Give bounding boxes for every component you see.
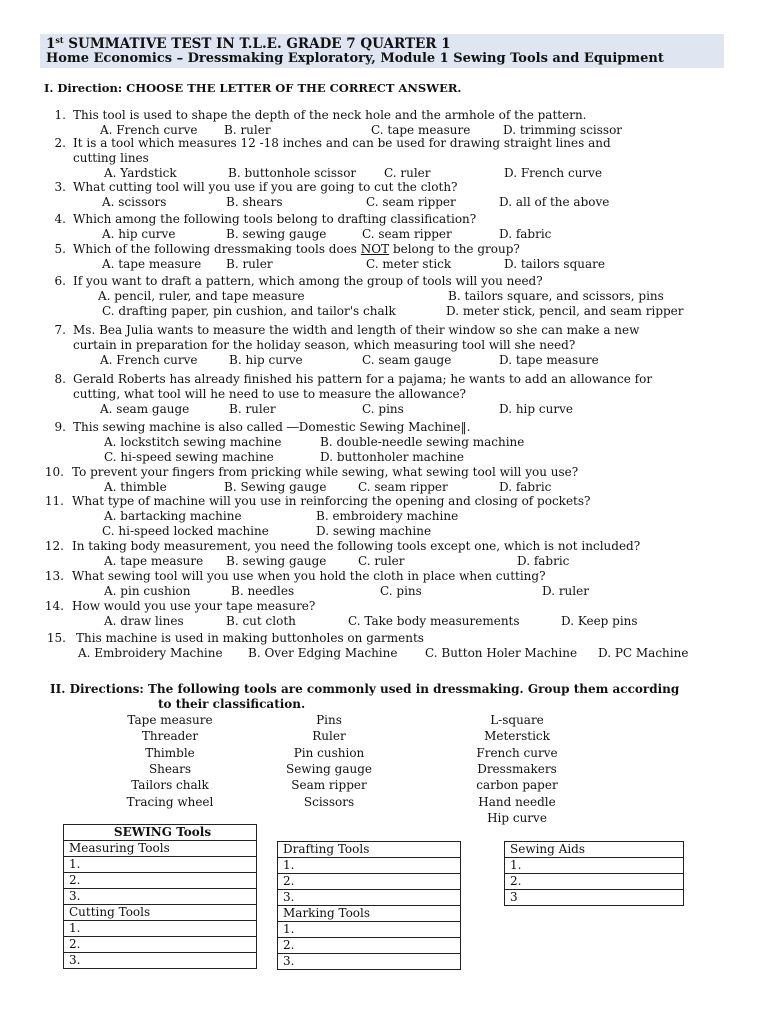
answer-choice[interactable]: B. shears — [226, 195, 283, 209]
question-text: cutting lines — [73, 151, 149, 165]
tool-name: Threader — [141, 729, 199, 744]
tool-name: Meterstick — [484, 729, 550, 744]
question-text: This machine is used in making buttonholes on garments — [76, 631, 424, 645]
answer-choice[interactable]: B. Over Edging Machine — [248, 646, 398, 660]
answer-blank[interactable]: 3. — [64, 953, 257, 969]
sewing-tools-table — [63, 824, 257, 969]
tool-name: Pins — [316, 713, 342, 727]
answer-choice[interactable]: C. ruler — [358, 554, 405, 568]
answer-choice[interactable]: D. meter stick, pencil, and seam ripper — [446, 304, 684, 318]
answer-choice[interactable]: C. Take body measurements — [348, 614, 520, 628]
marking-tools-title: Marking Tools — [278, 906, 461, 922]
question-text: This tool is used to shape the depth of the neck hole and the armhole of the pattern. — [73, 108, 587, 122]
tool-name: Seam ripper — [291, 778, 367, 793]
answer-choice[interactable]: A. draw lines — [104, 614, 184, 628]
answer-blank[interactable]: 3. — [278, 890, 461, 906]
question-number: 4. — [54, 212, 66, 226]
answer-choice[interactable]: C. hi-speed sewing machine — [104, 450, 274, 464]
answer-blank[interactable]: 1. — [278, 922, 461, 938]
answer-choice[interactable]: C. pins — [380, 584, 422, 598]
answer-choice[interactable]: C. ruler — [384, 166, 431, 180]
answer-choice[interactable]: D. fabric — [499, 480, 552, 494]
answer-choice[interactable]: A. lockstitch sewing machine — [104, 435, 282, 449]
question-number: 8. — [54, 372, 66, 386]
question-number: 15. — [46, 631, 66, 645]
tool-name: Tracing wheel — [126, 794, 214, 809]
answer-choice[interactable]: A. bartacking machine — [104, 509, 242, 523]
tool-name: Shears — [148, 761, 192, 776]
answer-choice[interactable]: A. pin cushion — [104, 584, 191, 598]
answer-choice[interactable]: B. embroidery machine — [316, 509, 459, 523]
tool-name: Tape measure — [127, 713, 213, 727]
question-text: Gerald Roberts has already finished his pattern for a pajama; he wants to add an allowance for — [73, 372, 653, 386]
answer-choice[interactable]: D. French curve — [504, 166, 603, 180]
question-text: To prevent your fingers from pricking while sewing, what sewing tool will you use? — [72, 465, 579, 479]
sewing-aids-title: Sewing Aids — [505, 842, 684, 858]
question-text: What type of machine will you use in reinforcing the opening and closing of pockets? — [72, 494, 591, 508]
question-number: 10. — [44, 465, 64, 479]
answer-choice[interactable]: C. Button Holer Machine — [425, 646, 578, 660]
tool-name: Tailors chalk — [131, 778, 209, 793]
answer-choice[interactable]: A. seam gauge — [100, 402, 190, 416]
question-text: Which among the following tools belong to drafting classification? — [73, 212, 477, 226]
answer-blank[interactable]: 2. — [505, 874, 684, 890]
sewing-tools-title: SEWING Tools — [64, 825, 257, 841]
question-text: If you want to draft a pattern, which among the group of tools will you need? — [73, 274, 543, 288]
question-text: curtain in preparation for the holiday season, which measuring tool will she need? — [73, 338, 576, 352]
answer-blank[interactable]: 1. — [64, 857, 257, 873]
answer-choice[interactable]: C. meter stick — [366, 257, 452, 271]
answer-choice[interactable]: A. Yardstick — [104, 166, 177, 180]
answer-choice[interactable]: A. tape measure — [102, 257, 202, 271]
tool-name: Hand needle — [478, 794, 556, 809]
answer-blank[interactable]: 3. — [64, 889, 257, 905]
answer-choice[interactable]: A. Embroidery Machine — [78, 646, 223, 660]
answer-choice[interactable]: B. tailors square, and scissors, pins — [448, 289, 664, 303]
answer-choice[interactable]: D. tape measure — [499, 353, 599, 367]
question-text: In taking body measurement, you need the following tools except one, which is not included? — [72, 539, 641, 553]
test-header — [40, 34, 724, 68]
answer-choice[interactable]: B. ruler — [224, 123, 271, 137]
answer-blank[interactable]: 2. — [64, 937, 257, 953]
answer-blank[interactable]: 2. — [64, 873, 257, 889]
answer-choice[interactable]: B. ruler — [229, 402, 276, 416]
question-text: What cutting tool will you use if you are going to cut the cloth? — [73, 180, 458, 194]
answer-choice[interactable]: B. needles — [231, 584, 295, 598]
tool-name: Thimble — [145, 745, 195, 760]
answer-choice[interactable]: D. PC Machine — [598, 646, 689, 660]
question-number: 7. — [54, 323, 66, 337]
part1-direction: I. Direction: CHOOSE THE LETTER OF THE CORRECT ANSWER. — [44, 81, 462, 95]
tool-name: Sewing gauge — [285, 761, 372, 776]
answer-blank[interactable]: 2. — [278, 938, 461, 954]
answer-choice[interactable]: C. seam ripper — [366, 195, 456, 209]
answer-choice[interactable]: C. pins — [362, 402, 404, 416]
answer-choice[interactable]: B. sewing gauge — [226, 554, 327, 568]
answer-choice[interactable]: B. buttonhole scissor — [228, 166, 357, 180]
tool-name: carbon paper — [476, 778, 558, 793]
answer-choice[interactable]: B. double-needle sewing machine — [320, 435, 525, 449]
question-number: 11. — [44, 494, 64, 508]
answer-choice[interactable]: D. tailors square — [504, 257, 605, 271]
answer-blank[interactable]: 3 — [505, 890, 684, 906]
answer-choice[interactable]: B. hip curve — [229, 353, 303, 367]
question-number: 3. — [54, 180, 66, 194]
answer-choice[interactable]: D. ruler — [542, 584, 589, 598]
question-number: 12. — [44, 539, 64, 553]
answer-blank[interactable]: 1. — [505, 858, 684, 874]
part2-direction: II. Directions: The following tools are commonly used in dressmaking. Group them according — [50, 682, 680, 696]
question-text: What sewing tool will you use when you hold the cloth in place when cutting? — [72, 569, 546, 583]
drafting-tools-title: Drafting Tools — [278, 842, 461, 858]
cutting-tools-title: Cutting Tools — [64, 905, 257, 921]
answer-choice[interactable]: D. sewing machine — [316, 524, 432, 538]
answer-blank[interactable]: 3. — [278, 954, 461, 970]
answer-choice[interactable]: B. ruler — [226, 257, 273, 271]
answer-choice[interactable]: A. French curve — [100, 353, 198, 367]
answer-choice[interactable]: D. fabric — [499, 227, 552, 241]
answer-choice[interactable]: C. tape measure — [371, 123, 471, 137]
question-text: It is a tool which measures 12 -18 inches and can be used for drawing straight lines and — [73, 136, 611, 150]
answer-choice[interactable]: D. fabric — [517, 554, 570, 568]
answer-choice[interactable]: A. pencil, ruler, and tape measure — [98, 289, 305, 303]
question-text: Which of the following dressmaking tools does NOT belong to the group? — [73, 242, 520, 256]
question-text: This sewing machine is also called ―Domestic Sewing Machine‖. — [73, 420, 471, 434]
answer-choice[interactable]: C. drafting paper, pin cushion, and tailor's chalk — [102, 304, 396, 318]
question-number: 2. — [54, 136, 66, 150]
answer-blank[interactable]: 1. — [64, 921, 257, 937]
answer-choice[interactable]: A. tape measure — [104, 554, 204, 568]
answer-blank[interactable]: 1. — [278, 858, 461, 874]
answer-choice[interactable]: C. hi-speed locked machine — [102, 524, 269, 538]
question-number: 9. — [54, 420, 66, 434]
answer-choice[interactable]: A. hip curve — [102, 227, 176, 241]
test-title: 1st SUMMATIVE TEST IN T.L.E. GRADE 7 QUARTER 1 — [46, 35, 451, 52]
question-number: 1. — [54, 108, 66, 122]
tool-name: Dressmakers — [477, 761, 557, 776]
question-text: How would you use your tape measure? — [72, 599, 316, 613]
answer-choice[interactable]: D. all of the above — [499, 195, 610, 209]
answer-choice[interactable]: D. Keep pins — [561, 614, 638, 628]
answer-choice[interactable]: C. seam ripper — [362, 227, 452, 241]
answer-choice[interactable]: D. trimming scissor — [503, 123, 623, 137]
answer-choice[interactable]: A. scissors — [102, 195, 167, 209]
test-subtitle: Home Economics – Dressmaking Exploratory, Module 1 Sewing Tools and Equipment — [46, 51, 664, 66]
answer-blank[interactable]: 2. — [278, 874, 461, 890]
answer-choice[interactable]: B. sewing gauge — [226, 227, 327, 241]
question-number: 14. — [44, 599, 64, 613]
question-text: Ms. Bea Julia wants to measure the width and length of their window so she can make a new — [73, 323, 640, 337]
answer-choice[interactable]: A. thimble — [104, 480, 167, 494]
tool-name: Hip curve — [487, 810, 547, 825]
answer-choice[interactable]: D. buttonholer machine — [320, 450, 464, 464]
question-number: 13. — [44, 569, 64, 583]
sewing-aids-table — [504, 841, 684, 906]
answer-choice[interactable]: B. cut cloth — [226, 614, 296, 628]
tool-name: Ruler — [312, 729, 346, 744]
answer-choice[interactable]: A. French curve — [100, 123, 198, 137]
answer-choice[interactable]: C. seam ripper — [358, 480, 448, 494]
question-number: 5. — [54, 242, 66, 256]
answer-choice[interactable]: B. Sewing gauge — [224, 480, 327, 494]
question-number: 6. — [54, 274, 66, 288]
tool-name: French curve — [476, 745, 558, 760]
measuring-tools-title: Measuring Tools — [64, 841, 257, 857]
question-text: cutting, what tool will he need to use to measure the allowance? — [73, 387, 466, 401]
tool-name: Scissors — [303, 794, 355, 809]
answer-choice[interactable]: C. seam gauge — [362, 353, 452, 367]
answer-choice[interactable]: D. hip curve — [499, 402, 573, 416]
drafting-marking-table — [277, 841, 461, 970]
part2-direction-continued: to their classification. — [158, 697, 306, 711]
tool-name: L-square — [490, 713, 544, 727]
tool-name: Pin cushion — [293, 745, 365, 760]
